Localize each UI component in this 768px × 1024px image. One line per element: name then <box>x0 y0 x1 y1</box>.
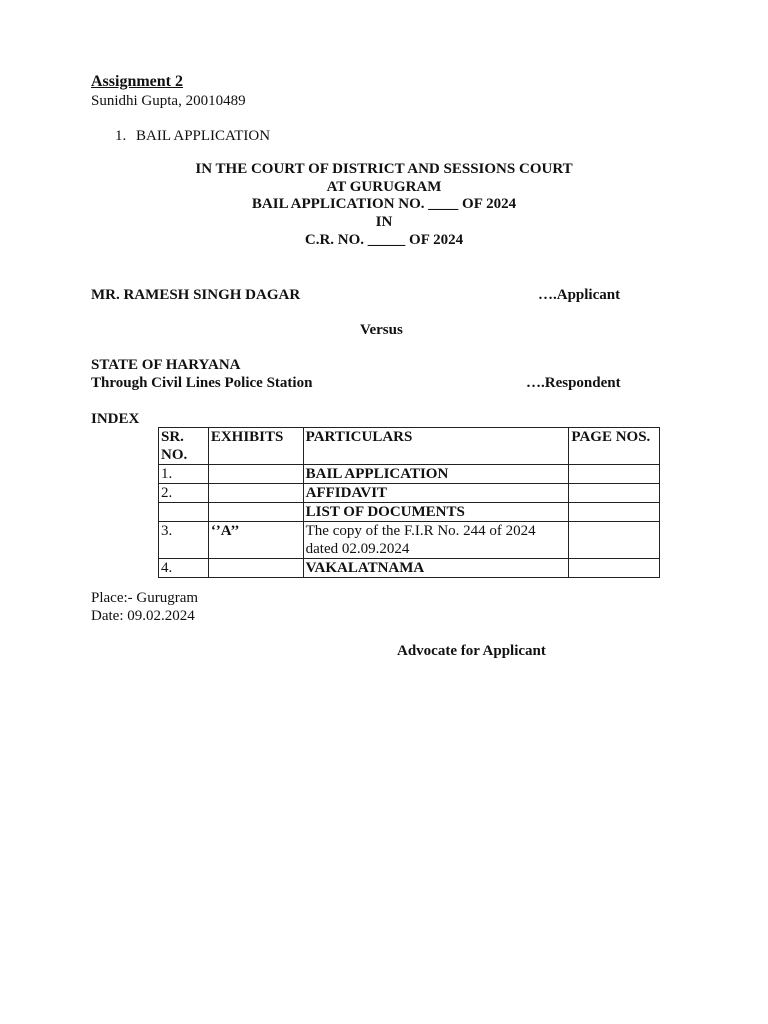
row-sr: 1. <box>159 465 209 484</box>
list-item-number: 1. <box>115 128 127 144</box>
court-heading-line3: BAIL APPLICATION NO. ____ OF 2024 <box>251 196 517 213</box>
row-sr: 3. <box>159 522 209 559</box>
table-row <box>159 503 660 522</box>
row-particular: LIST OF DOCUMENTS <box>303 503 569 522</box>
court-heading <box>90 161 678 250</box>
header-sr: SR. NO. <box>159 428 209 465</box>
table-row <box>159 559 660 578</box>
assignment-title: Assignment 2 <box>91 73 184 90</box>
row-exhibit <box>208 484 303 503</box>
index-header-row <box>159 428 660 465</box>
list-item-label: BAIL APPLICATION <box>136 128 271 144</box>
table-row <box>159 484 660 503</box>
row-page <box>569 559 660 578</box>
row-sr: 2. <box>159 484 209 503</box>
court-heading-line1: IN THE COURT OF DISTRICT AND SESSIONS COURT <box>195 161 573 177</box>
court-heading-line2: AT GURUGRAM <box>326 178 442 195</box>
signature-line: Advocate for Applicant <box>397 643 546 659</box>
applicant-name: MR. RAMESH SINGH DAGAR <box>91 287 301 303</box>
header-page: PAGE NOS. <box>569 428 660 465</box>
row-particular: AFFIDAVIT <box>303 484 569 503</box>
versus-label: Versus <box>360 322 403 338</box>
index-title: INDEX <box>91 411 140 427</box>
row-particular: VAKALATNAMA <box>303 559 569 578</box>
header-exhibits: EXHIBITS <box>208 428 303 465</box>
applicant-role: ….Applicant <box>538 287 621 303</box>
author-line: Sunidhi Gupta, 20010489 <box>91 93 246 109</box>
row-page <box>569 465 660 484</box>
row-particular: The copy of the F.I.R No. 244 of 2024 dated 02.09.2024 <box>303 522 569 559</box>
respondent-role: ….Respondent <box>526 375 621 391</box>
table-row <box>159 465 660 484</box>
row-exhibit: ‘’A’’ <box>208 522 303 559</box>
place-line: Place:- Gurugram <box>91 590 199 606</box>
court-heading-line4: IN <box>375 214 393 231</box>
index-table <box>158 427 660 578</box>
row-exhibit <box>208 559 303 578</box>
header-particulars: PARTICULARS <box>303 428 569 465</box>
table-row <box>159 522 660 559</box>
court-heading-line5: C.R. NO. _____ OF 2024 <box>304 231 464 248</box>
row-page <box>569 503 660 522</box>
row-page <box>569 484 660 503</box>
row-page <box>569 522 660 559</box>
respondent-name: STATE OF HARYANA <box>91 357 241 373</box>
row-exhibit <box>208 503 303 522</box>
date-line: Date: 09.02.2024 <box>91 608 195 624</box>
respondent-through: Through Civil Lines Police Station <box>91 375 313 391</box>
row-sr <box>159 503 209 522</box>
row-particular: BAIL APPLICATION <box>303 465 569 484</box>
row-exhibit <box>208 465 303 484</box>
row-sr: 4. <box>159 559 209 578</box>
